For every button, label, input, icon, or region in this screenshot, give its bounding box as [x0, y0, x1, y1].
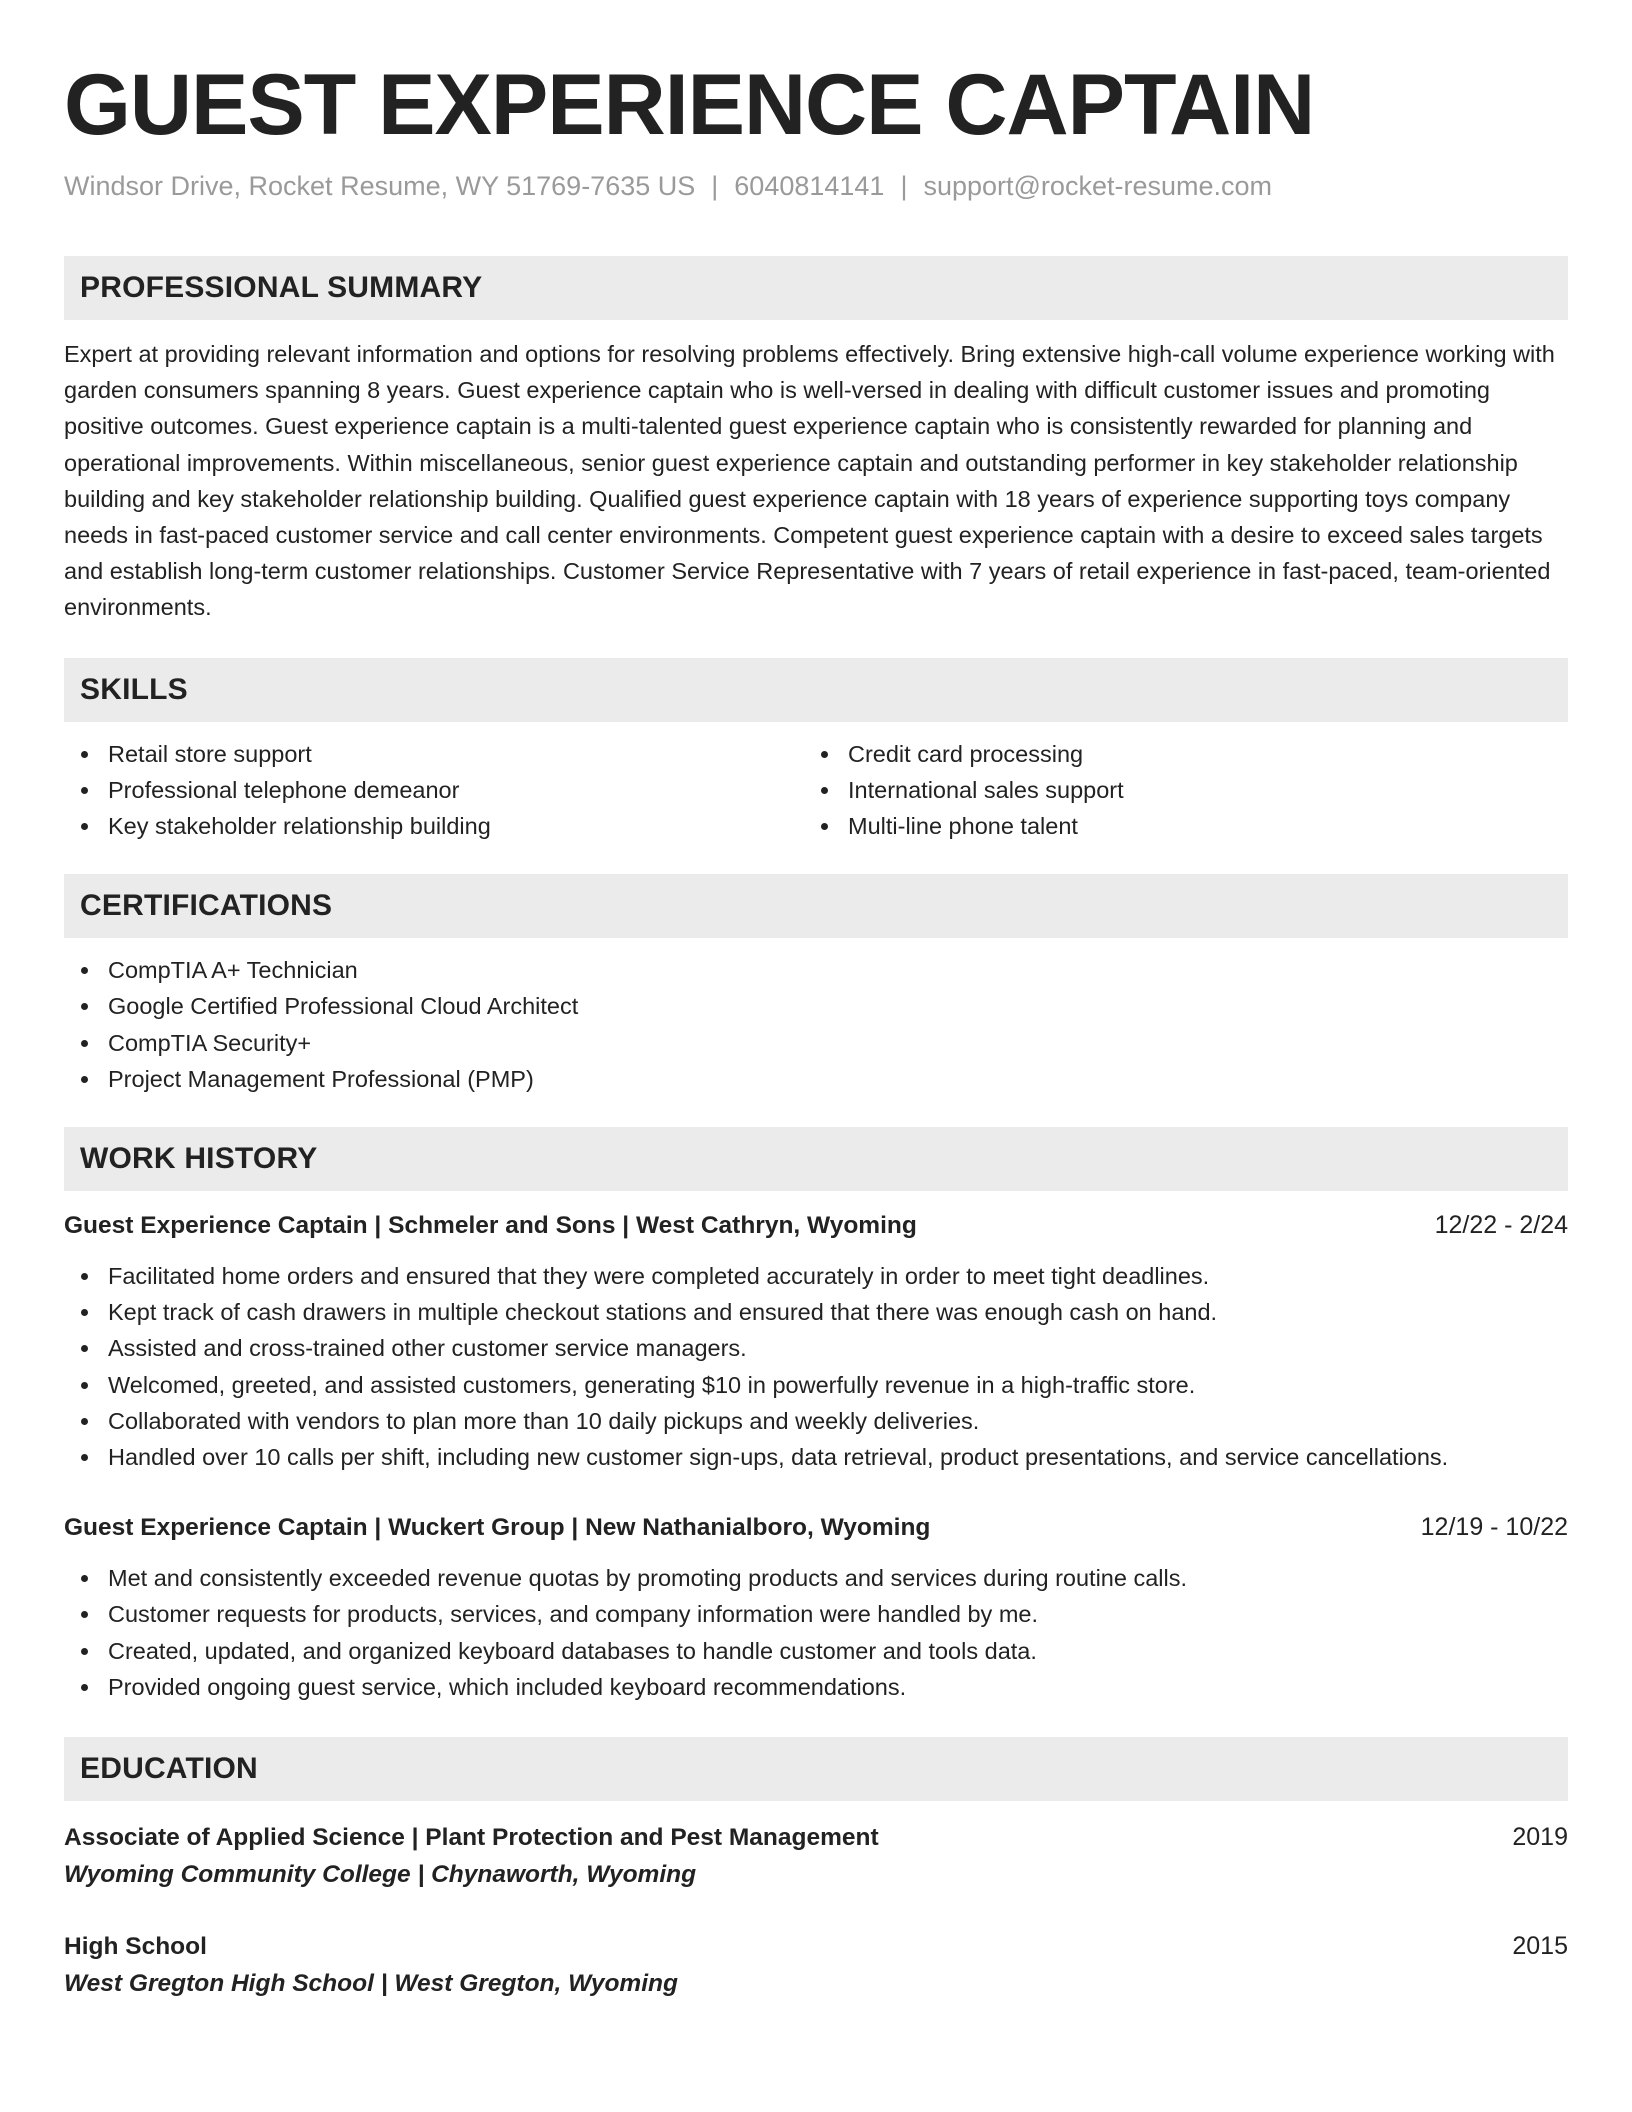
job-dates: 12/19 - 10/22 [1420, 1513, 1568, 1542]
section-heading-skills: SKILLS [64, 658, 1568, 722]
job-bullet: Facilitated home orders and ensured that they were completed accurately in order to meet tight deadlines. [64, 1258, 1568, 1294]
section-heading-summary: PROFESSIONAL SUMMARY [64, 256, 1568, 320]
education-school: Wyoming Community College | Chynaworth, Wyoming [64, 1861, 697, 1889]
skills-column-right [804, 736, 1544, 845]
job-bullets [64, 1560, 1568, 1705]
job-bullet: Met and consistently exceeded revenue quotas by promoting products and services during routine calls. [64, 1560, 1568, 1596]
skill-item: Key stakeholder relationship building [64, 808, 804, 844]
section-heading-work-history: WORK HISTORY [64, 1127, 1568, 1191]
job-title: Guest Experience Captain | Schmeler and Sons | West Cathryn, Wyoming [64, 1212, 917, 1240]
job-bullet: Collaborated with vendors to plan more than 10 daily pickups and weekly deliveries. [64, 1403, 1568, 1439]
education-year: 2015 [1512, 1932, 1568, 1961]
education-degree: High School [64, 1933, 207, 1961]
section-heading-certifications: CERTIFICATIONS [64, 874, 1568, 938]
certification-item: Google Certified Professional Cloud Architect [64, 988, 1568, 1024]
certification-item: Project Management Professional (PMP) [64, 1061, 1568, 1097]
education-header [64, 1928, 1568, 1965]
contact-separator: | [711, 170, 719, 201]
contact-address: Windsor Drive, Rocket Resume, WY 51769-7635 US [64, 170, 696, 201]
job-bullet: Provided ongoing guest service, which included keyboard recommendations. [64, 1669, 1568, 1705]
skill-item: Multi-line phone talent [804, 808, 1544, 844]
job-header [64, 1207, 1568, 1244]
education-degree: Associate of Applied Science | Plant Protection and Pest Management [64, 1824, 879, 1852]
skills-grid [64, 736, 1568, 845]
skill-item: Credit card processing [804, 736, 1544, 772]
job-bullets [64, 1258, 1568, 1475]
contact-line [64, 169, 1568, 204]
skill-item: Retail store support [64, 736, 804, 772]
job-title: Guest Experience Captain | Wuckert Group | New Nathanialboro, Wyoming [64, 1514, 931, 1542]
job-bullet: Kept track of cash drawers in multiple checkout stations and ensured that there was enough cash on hand. [64, 1294, 1568, 1330]
education-year: 2019 [1512, 1823, 1568, 1852]
summary-text: Expert at providing relevant information and options for resolving problems effectively. Bring extensive high-call volume experience working with garden consumers spanning 8 years. Guest experience captain who is well-versed in dealing with difficult customer issues and promoting positive outcomes. Guest experience captain is a multi-talented guest experience captain who is consistently rewarded for planning and operational improvements. Within miscellaneous, senior guest experience captain and outstanding performer in key stakeholder relationship building and key stakeholder relationship building. Qualified guest experience captain with 18 years of experience supporting toys company needs in fast-paced customer service and call center environments. Competent guest experience captain with a desire to exceed sales targets and establish long-term customer relationships. Customer Service Representative with 7 years of retail experience in fast-paced, team-oriented environments. [64, 340, 1555, 621]
education-header [64, 1819, 1568, 1856]
skill-item: International sales support [804, 772, 1544, 808]
job-header [64, 1509, 1568, 1546]
certification-item: CompTIA A+ Technician [64, 952, 1568, 988]
certification-item: CompTIA Security+ [64, 1025, 1568, 1061]
job-bullet: Created, updated, and organized keyboard databases to handle customer and tools data. [64, 1633, 1568, 1669]
skills-column-left [64, 736, 804, 845]
job-bullet: Assisted and cross-trained other customer service managers. [64, 1330, 1568, 1366]
education-school: West Gregton High School | West Gregton, Wyoming [64, 1970, 678, 1998]
certifications-list [64, 952, 1568, 1097]
contact-separator: | [900, 170, 908, 201]
resume-name: GUEST EXPERIENCE CAPTAIN [64, 57, 1315, 153]
contact-phone: 6040814141 [734, 170, 885, 201]
job-bullet: Customer requests for products, services, and company information were handled by me. [64, 1596, 1568, 1632]
job-dates: 12/22 - 2/24 [1434, 1211, 1568, 1240]
section-heading-education: EDUCATION [64, 1737, 1568, 1801]
job-bullet: Handled over 10 calls per shift, including new customer sign-ups, data retrieval, product presentations, and service cancellations. [64, 1439, 1568, 1475]
skill-item: Professional telephone demeanor [64, 772, 804, 808]
job-bullet: Welcomed, greeted, and assisted customers, generating $10 in powerfully revenue in a high-traffic store. [64, 1367, 1568, 1403]
contact-email[interactable]: support@rocket-resume.com [923, 170, 1272, 201]
